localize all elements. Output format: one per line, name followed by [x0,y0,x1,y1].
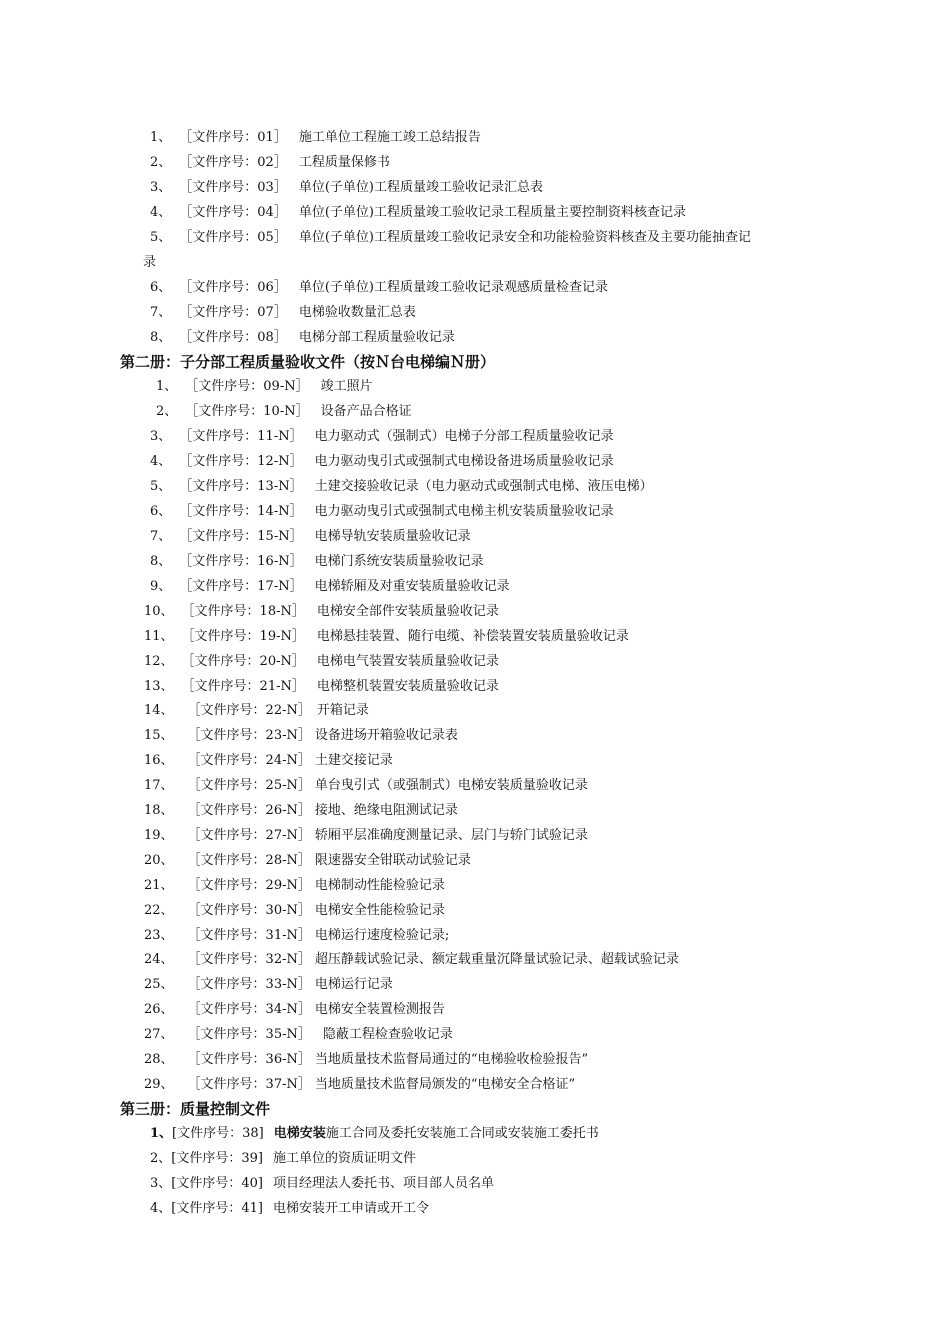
item-number: 1、 [150,130,172,145]
list-item [144,777,588,795]
file-code: ［文件序号：15-N］ [179,529,303,544]
list-item [150,229,751,247]
list-item [144,1076,575,1094]
item-number: 3、 [150,429,172,444]
item-text: 当地质量技术监督局颁发的“电梯安全合格证” [314,1077,576,1092]
file-code: ［文件序号：37-N］ [187,1077,311,1092]
item-number: 16、 [144,753,174,768]
item-text: 工程质量保修书 [298,155,390,170]
item-text: 施工合同及委托安装施工合同或安装施工委托书 [325,1126,599,1141]
item-number: 26、 [144,1002,174,1017]
item-text: 电梯分部工程质量验收记录 [298,330,455,345]
item-text: 项目经理法人委托书、项目部人员名单 [272,1176,494,1191]
item-number: 24、 [144,952,174,967]
list-item [144,927,449,945]
list-item [156,403,412,421]
item-number: 7、 [150,305,172,320]
list-item [144,702,369,720]
item-number: 20、 [144,853,174,868]
list-item [144,902,445,920]
item-number: 22、 [144,903,174,918]
item-number: 4、 [150,1201,172,1216]
item-text: 电梯运行速度检验记录; [314,928,450,943]
file-code: ［文件序号：11-N］ [179,429,303,444]
list-item [144,727,458,745]
list-item [150,329,455,347]
file-code: ［文件序号：35-N］ [187,1027,311,1042]
list-item [144,628,629,646]
file-code: ［文件序号：03］ [179,180,287,195]
item-text: 电梯电气装置安装质量验收记录 [316,654,499,669]
item-number: 7、 [150,529,172,544]
item-text: 开箱记录 [316,703,369,718]
item-text: 超压静载试验记录、额定载重量沉降量试验记录、超载试验记录 [314,952,679,967]
item-number: 28、 [144,1052,174,1067]
file-code: [文件序号：40] [171,1176,263,1191]
item-number: 5、 [150,230,172,245]
item-number: 23、 [144,928,174,943]
item-number: 8、 [150,554,172,569]
item-text: 电梯验收数量汇总表 [298,305,416,320]
file-code: ［文件序号：06］ [179,280,287,295]
item-number: 9、 [150,579,172,594]
item-number: 14、 [144,703,174,718]
item-text: 电梯轿厢及对重安装质量验收记录 [314,579,510,594]
file-code: ［文件序号：08］ [179,330,287,345]
list-item [144,802,458,820]
list-item [144,951,679,969]
file-code: ［文件序号：36-N］ [187,1052,311,1067]
list-item [150,179,543,197]
item-text: 接地、绝缘电阻测试记录 [314,803,458,818]
list-item [150,1200,429,1218]
item-number: 6、 [150,280,172,295]
list-item [150,1175,494,1193]
list-item [144,678,499,696]
item-text: 单位(子单位)工程质量竣工验收记录汇总表 [298,180,543,195]
item-text: 电梯安全性能检验记录 [314,903,445,918]
item-number: 19、 [144,828,174,843]
item-text: 轿厢平层准确度测量记录、层门与轿门试验记录 [314,828,588,843]
item-text: 设备进场开箱验收记录表 [314,728,458,743]
list-item [150,304,416,322]
list-item [144,877,445,895]
item-number: 18、 [144,803,174,818]
item-text: 电梯悬挂装置、随行电缆、补偿装置安装质量验收记录 [316,629,629,644]
file-code: [文件序号：39] [171,1151,263,1166]
item-text: 施工单位工程施工竣工总结报告 [298,130,481,145]
item-number: 25、 [144,977,174,992]
item-text: 电梯安全装置检测报告 [314,1002,445,1017]
item-text: 电力驱动曳引式或强制式电梯设备进场质量验收记录 [314,454,614,469]
item-text: 电梯安全部件安装质量验收记录 [316,604,499,619]
list-item [144,603,499,621]
file-code: [文件序号：38] [172,1126,264,1141]
item-number: 17、 [144,778,174,793]
item-number: 5、 [150,479,172,494]
file-code: ［文件序号：26-N］ [187,803,311,818]
item-number: 13、 [144,679,174,694]
file-code: ［文件序号：17-N］ [179,579,303,594]
list-item [150,1125,599,1143]
item-number: 8、 [150,330,172,345]
file-code: ［文件序号：13-N］ [179,479,303,494]
item-number: 29、 [144,1077,174,1092]
item-text-bold: 电梯安装 [273,1126,326,1141]
item-text: 电梯安装开工申请或开工令 [272,1201,429,1216]
file-code: ［文件序号：14-N］ [179,504,303,519]
list-item [144,752,393,770]
item-number: 1、 [150,1126,173,1141]
file-code: ［文件序号：34-N］ [187,1002,311,1017]
file-code: ［文件序号：33-N］ [187,977,311,992]
list-item [150,154,390,172]
list-item [150,478,653,496]
file-code: ［文件序号：10-N］ [185,404,309,419]
file-code: ［文件序号：31-N］ [187,928,311,943]
file-code: ［文件序号：05］ [179,230,287,245]
file-code: ［文件序号：02］ [179,155,287,170]
list-item [144,976,393,994]
file-code: ［文件序号：20-N］ [181,654,305,669]
file-code: ［文件序号：18-N］ [181,604,305,619]
file-code: ［文件序号：21-N］ [181,679,305,694]
list-item [150,129,481,147]
file-code: ［文件序号：32-N］ [187,952,311,967]
item-number: 3、 [150,1176,172,1191]
item-number: 11、 [144,629,174,644]
item-text: 单位(子单位)工程质量竣工验收记录安全和功能检验资料核查及主要功能抽查记 [298,230,751,245]
file-code: ［文件序号：09-N］ [185,379,309,394]
list-item [144,852,471,870]
list-item [144,653,499,671]
list-item [150,204,686,222]
item-number: 15、 [144,728,174,743]
item-number: 4、 [150,454,172,469]
item-text: 隐蔽工程检查验收记录 [322,1027,453,1042]
list-item [150,453,614,471]
item-text: 施工单位的资质证明文件 [272,1151,416,1166]
item-text-continuation: 录 [143,255,157,270]
list-item [144,1051,588,1069]
item-number: 1、 [156,379,178,394]
item-number: 6、 [150,504,172,519]
item-number: 10、 [144,604,174,619]
item-number: 4、 [150,205,172,220]
section-heading: 第二册：子分部工程质量验收文件（按Ｎ台电梯编Ｎ册） [120,353,496,371]
item-number: 12、 [144,654,174,669]
item-text: 电梯制动性能检验记录 [314,878,445,893]
file-code: ［文件序号：30-N］ [187,903,311,918]
file-code: ［文件序号：24-N］ [187,753,311,768]
file-code: ［文件序号：04］ [179,205,287,220]
item-text: 单位(子单位)工程质量竣工验收记录观感质量检查记录 [298,280,608,295]
item-number: 2、 [150,1151,172,1166]
item-text: 设备产品合格证 [320,404,412,419]
file-code: ［文件序号：16-N］ [179,554,303,569]
list-item [144,827,588,845]
file-code: ［文件序号：19-N］ [181,629,305,644]
list-item [144,1001,445,1019]
item-number: 3、 [150,180,172,195]
item-text: 当地质量技术监督局通过的“电梯验收检验报告” [314,1052,589,1067]
list-item [144,1026,453,1044]
file-code: ［文件序号：28-N］ [187,853,311,868]
section-heading: 第三册：质量控制文件 [120,1100,271,1118]
file-code: ［文件序号：12-N］ [179,454,303,469]
list-item [150,528,471,546]
item-number: 27、 [144,1027,174,1042]
item-text: 电梯运行记录 [314,977,393,992]
item-number: 2、 [156,404,178,419]
item-text: 电梯门系统安装质量验收记录 [314,554,484,569]
item-text: 电力驱动曳引式或强制式电梯主机安装质量验收记录 [314,504,614,519]
file-code: ［文件序号：27-N］ [187,828,311,843]
list-item [150,279,608,297]
item-number: 21、 [144,878,174,893]
list-item [150,503,614,521]
file-code: ［文件序号：29-N］ [187,878,311,893]
item-text: 电梯导轨安装质量验收记录 [314,529,471,544]
item-number: 2、 [150,155,172,170]
list-item [150,578,510,596]
item-text: 单台曳引式（或强制式）电梯安装质量验收记录 [314,778,588,793]
item-text: 土建交接验收记录（电力驱动式或强制式电梯、液压电梯） [314,479,653,494]
item-text: 竣工照片 [320,379,373,394]
item-text: 电梯整机装置安装质量验收记录 [316,679,499,694]
item-text: 单位(子单位)工程质量竣工验收记录工程质量主要控制资料核查记录 [298,205,686,220]
item-text: 土建交接记录 [314,753,393,768]
file-code: ［文件序号：23-N］ [187,728,311,743]
list-item [150,428,614,446]
list-item [156,378,373,396]
file-code: ［文件序号：22-N］ [187,703,311,718]
item-text: 电力驱动式（强制式）电梯子分部工程质量验收记录 [314,429,614,444]
list-item [150,553,484,571]
file-code: [文件序号：41] [171,1201,263,1216]
file-code: ［文件序号：25-N］ [187,778,311,793]
file-code: ［文件序号：01］ [179,130,287,145]
item-text: 限速器安全钳联动试验记录 [314,853,471,868]
list-item [150,1150,416,1168]
file-code: ［文件序号：07］ [179,305,287,320]
